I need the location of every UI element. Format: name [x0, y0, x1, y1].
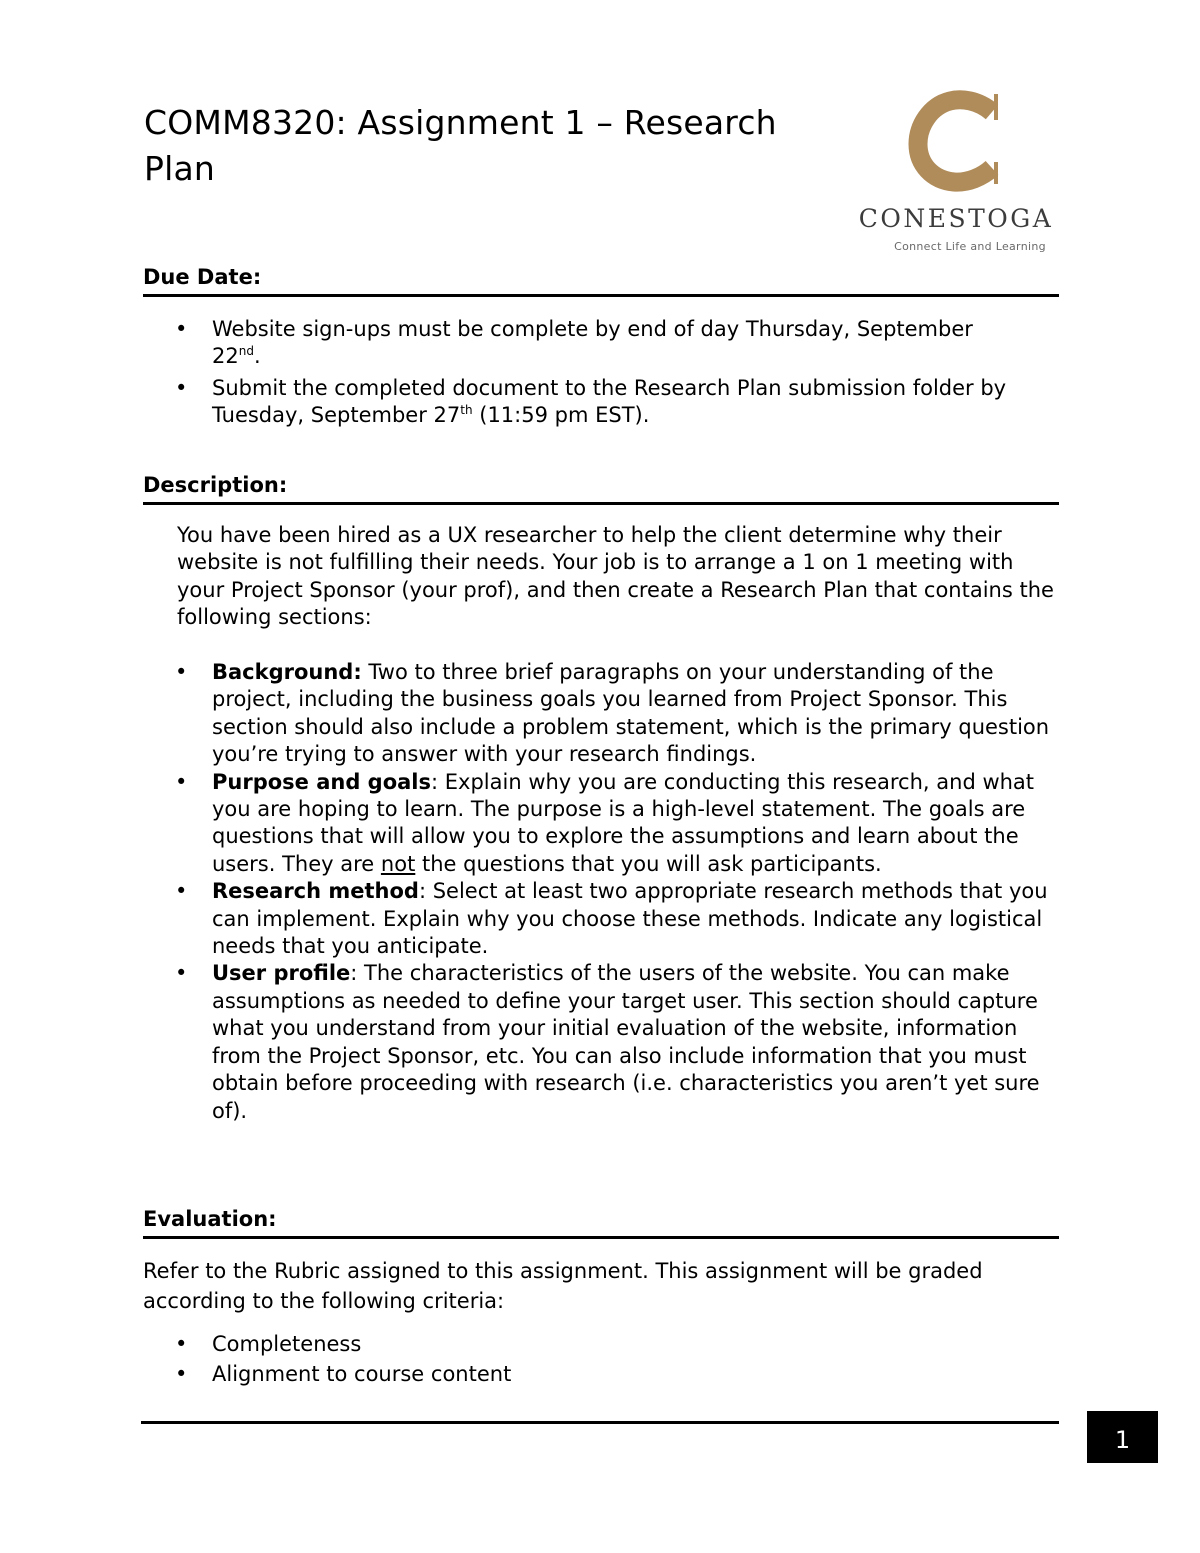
evaluation-criteria-list [143, 1329, 1023, 1389]
conestoga-logo [850, 92, 1062, 258]
bullet-icon: • [175, 375, 188, 400]
bullet-icon: • [175, 769, 188, 794]
bullet-icon: • [175, 879, 188, 904]
bullet-icon: • [175, 1362, 188, 1386]
logo-c-icon [850, 92, 1062, 192]
bullet-icon: • [175, 660, 188, 684]
description-heading: Description: [143, 470, 1059, 505]
list-item-user-profile: • User profile: The characteristics of the users of the website. You can make assumptions as needed to define your target user. This section should capture what you understand from your initial evaluation of the website, information from the Project Sponsor, etc. You can also include information that you must obtain before proceeding with research (i.e. characteristics you aren’t yet sure of). [175, 961, 1040, 1123]
evaluation-intro: Refer to the Rubric assigned to this assignment. This assignment will be graded according to the following criteria: [143, 1259, 983, 1313]
bullet-icon: • [175, 317, 188, 341]
list-item: • Submit the completed document to the Research Plan submission folder by Tuesday, September 27th (11:59 pm EST). [175, 375, 1007, 428]
list-item: • Website sign-ups must be complete by end of day Thursday, September 22nd. [175, 317, 973, 369]
footer-rule [141, 1421, 1059, 1424]
list-item-research-method: • Research method: Select at least two appropriate research methods that you can implement. Explain why you choose these methods. Indicate any logistical needs that you anticipate. [175, 879, 1048, 959]
logo-name: CONESTOGA [858, 204, 1054, 233]
description-sections-list [143, 659, 1061, 1125]
due-date-heading: Due Date: [143, 262, 1059, 297]
bullet-icon: • [175, 1332, 188, 1356]
list-item-background: • Background: Two to three brief paragraphs on your understanding of the project, including the business goals you learned from Project Sponsor. This section should also include a problem statement, which is the primary question you’re trying to answer with your research findings. [175, 660, 1050, 767]
evaluation-heading: Evaluation: [143, 1204, 1059, 1239]
bullet-icon: • [175, 961, 188, 986]
page-number: 1 [1087, 1411, 1158, 1463]
list-item: • Alignment to course content [143, 1359, 1023, 1389]
due-date-list [143, 316, 1023, 430]
logo-tagline: Connect Life and Learning [894, 240, 1046, 253]
title-container [144, 100, 844, 188]
page-title: COMM8320: Assignment 1 – Research Plan [144, 103, 777, 188]
list-item-purpose: • Purpose and goals: Explain why you are conducting this research, and what you are hoping to learn. The purpose is a high-level statement. The goals are questions that will allow you to explore the assumptions and learn about the users. They are not the questions that you will ask participants. [175, 769, 1035, 876]
list-item: • Completeness [143, 1329, 1023, 1359]
description-intro: You have been hired as a UX researcher to help the client determine why their website is not fulfilling their needs. Your job is to arrange a 1 on 1 meeting with your Project Sponsor (your prof), and then create a Research Plan that contains the following sections: [177, 523, 1054, 630]
